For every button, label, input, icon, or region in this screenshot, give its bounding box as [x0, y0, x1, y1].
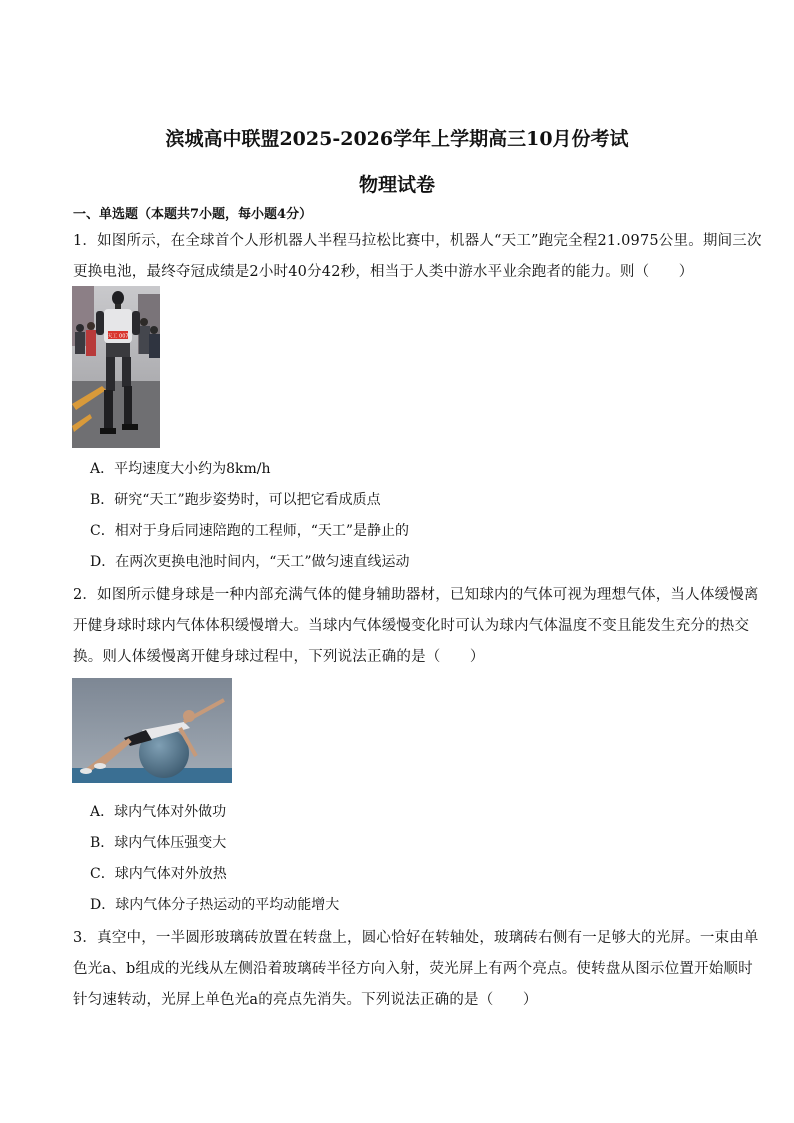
- question-2-line-2: 开健身球时球内气体体积缓慢增大。当球内气体缓慢变化时可认为球内气体温度不变且能发生充分的热交: [73, 618, 750, 634]
- question-2-option-d[interactable]: D．球内气体分子热运动的平均动能增大: [90, 897, 340, 913]
- question-1-option-a[interactable]: A．平均速度大小约为8km/h: [90, 461, 271, 477]
- exam-subtitle: 物理试卷: [358, 174, 435, 196]
- robot-runner-image: [72, 286, 160, 448]
- question-2-line-3: 换。则人体缓慢离开健身球过程中，下列说法正确的是（ ）: [73, 649, 485, 665]
- question-1-line-2: 更换电池，最终夺冠成绩是2小时40分42秒，相当于人类中游水平业余跑者的能力。则（ ）: [73, 264, 694, 280]
- question-1-option-b[interactable]: B．研究“天工”跑步姿势时，可以把它看成质点: [90, 492, 381, 508]
- question-2-option-c[interactable]: C．球内气体对外放热: [90, 866, 227, 882]
- robot-bib-text: 天工 007: [107, 333, 129, 340]
- question-2-option-a[interactable]: A．球内气体对外做功: [90, 804, 227, 820]
- section-heading: 一、单选题（本题共7小题，每小题4分）: [73, 207, 313, 222]
- fitness-ball-image: [72, 678, 232, 783]
- question-3-line-1: 3．真空中，一半圆形玻璃砖放置在转盘上，圆心恰好在转轴处，玻璃砖右侧有一足够大的光屏。一束由单: [73, 930, 759, 946]
- fitness-ball-photo: [72, 678, 232, 783]
- question-3-line-3: 针匀速转动，光屏上单色光a的亮点先消失。下列说法正确的是（ ）: [73, 992, 538, 1008]
- question-2-line-1: 2．如图所示健身球是一种内部充满气体的健身辅助器材，已知球内的气体可视为理想气体，当人体缓慢离: [73, 587, 759, 603]
- question-1-option-c[interactable]: C．相对于身后同速陪跑的工程师，“天工”是静止的: [90, 523, 410, 539]
- robot-runner-photo: [72, 286, 160, 448]
- exam-title: 滨城高中联盟2025-2026学年上学期高三10月份考试: [165, 128, 629, 150]
- question-1-line-1: 1．如图所示，在全球首个人形机器人半程马拉松比赛中，机器人“天工”跑完全程21.0975公里。期间三次: [73, 233, 762, 249]
- question-2-option-b[interactable]: B．球内气体压强变大: [90, 835, 227, 851]
- question-3-line-2: 色光a、b组成的光线从左侧沿着玻璃砖半径方向入射，荧光屏上有两个亮点。使转盘从图示位置开始顺时: [73, 961, 753, 977]
- question-1-option-d[interactable]: D．在两次更换电池时间内，“天工”做匀速直线运动: [90, 554, 410, 570]
